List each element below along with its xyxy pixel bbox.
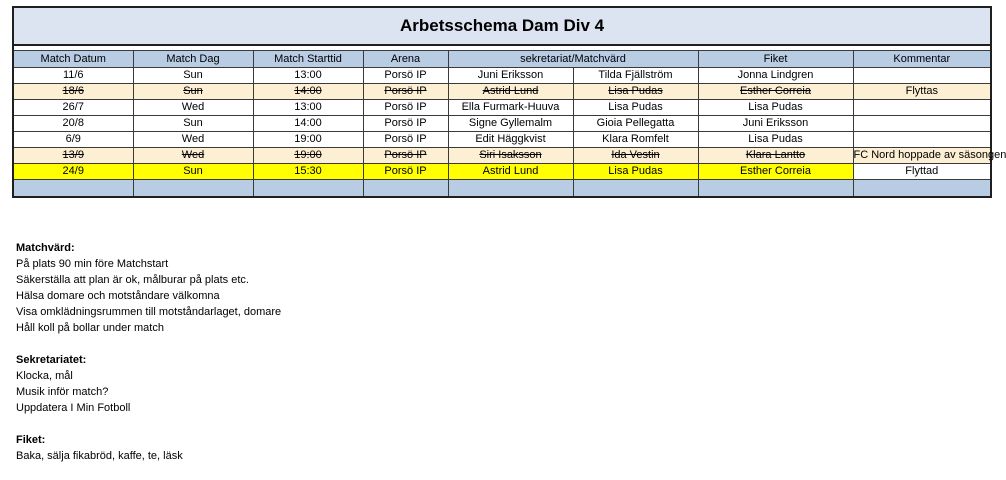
header-comment: Kommentar: [853, 51, 991, 68]
cell-matchvard: Gioia Pellegatta: [573, 116, 698, 132]
schedule-table: [12, 6, 1006, 198]
cell-time: 15:30: [253, 164, 363, 180]
table-row: [13, 116, 991, 132]
cell-date: 13/9: [13, 148, 133, 164]
cell-arena: Porsö IP: [363, 132, 448, 148]
cell-empty: [13, 180, 133, 198]
table-row-moved: [13, 164, 991, 180]
cell-sekretariat: Ella Furmark-Huuva: [448, 100, 573, 116]
cell-day: Sun: [133, 68, 253, 84]
cell-arena: Porsö IP: [363, 100, 448, 116]
role-notes: [16, 240, 616, 480]
sekretariatet-line: Musik inför match?: [16, 386, 109, 398]
cell-empty: [253, 180, 363, 198]
cell-arena: Porsö IP: [363, 68, 448, 84]
cell-time: 19:00: [253, 148, 363, 164]
cell-date: 6/9: [13, 132, 133, 148]
cell-fiket: Klara Lantto: [698, 148, 853, 164]
cell-sekretariat: Siri Isaksson: [448, 148, 573, 164]
cell-sekretariat: Astrid Lund: [448, 84, 573, 100]
schedule-title: Arbetsschema Dam Div 4: [13, 7, 991, 45]
fiket-line: Baka, sälja fikabröd, kaffe, te, läsk: [16, 450, 183, 462]
cell-date: 11/6: [13, 68, 133, 84]
matchvard-line: Hälsa domare och motståndare välkomna: [16, 290, 220, 302]
cell-comment: [853, 100, 991, 116]
cell-arena: Porsö IP: [363, 84, 448, 100]
table-row-cancelled: [13, 148, 991, 164]
table-row-cancelled: [13, 84, 991, 100]
cell-fiket: Juni Eriksson: [698, 116, 853, 132]
header-time: Match Starttid: [253, 51, 363, 68]
cell-date: 18/6: [13, 84, 133, 100]
cell-sekretariat: Edit Häggkvist: [448, 132, 573, 148]
cell-comment: FC Nord hoppade av säsongen: [853, 148, 991, 164]
sekretariatet-line: Klocka, mål: [16, 370, 73, 382]
cell-arena: Porsö IP: [363, 116, 448, 132]
cell-comment: [853, 68, 991, 84]
cell-comment: [853, 132, 991, 148]
header-sekretariat: sekretariat/Matchvärd: [448, 51, 698, 68]
cell-time: 13:00: [253, 100, 363, 116]
cell-fiket: Esther Correia: [698, 84, 853, 100]
table-row-empty: [13, 180, 991, 198]
cell-time: 14:00: [253, 84, 363, 100]
sekretariatet-section: [16, 352, 616, 416]
cell-fiket: Jonna Lindgren: [698, 68, 853, 84]
matchvard-section: [16, 240, 616, 336]
cell-sekretariat: Astrid Lund: [448, 164, 573, 180]
cell-matchvard: Lisa Pudas: [573, 84, 698, 100]
cell-date: 26/7: [13, 100, 133, 116]
cell-empty: [363, 180, 448, 198]
table-row: [13, 132, 991, 148]
cell-day: Sun: [133, 84, 253, 100]
matchvard-line: Visa omklädningsrummen till motståndarlaget, domare: [16, 306, 282, 318]
cell-empty: [448, 180, 573, 198]
cell-date: 24/9: [13, 164, 133, 180]
cell-empty: [853, 180, 991, 198]
cell-time: 19:00: [253, 132, 363, 148]
cell-empty: [698, 180, 853, 198]
cell-comment: Flyttas: [853, 84, 991, 100]
cell-day: Wed: [133, 132, 253, 148]
cell-day: Wed: [133, 148, 253, 164]
cell-day: Sun: [133, 164, 253, 180]
sekretariatet-title: Sekretariatet:: [16, 354, 87, 366]
cell-matchvard: Ida Vestin: [573, 148, 698, 164]
cell-empty: [133, 180, 253, 198]
cell-matchvard: Klara Romfelt: [573, 132, 698, 148]
cell-matchvard: Lisa Pudas: [573, 164, 698, 180]
cell-sekretariat: Juni Eriksson: [448, 68, 573, 84]
cell-fiket: Lisa Pudas: [698, 132, 853, 148]
header-day: Match Dag: [133, 51, 253, 68]
cell-fiket: Lisa Pudas: [698, 100, 853, 116]
header-arena: Arena: [363, 51, 448, 68]
matchvard-line: På plats 90 min före Matchstart: [16, 258, 169, 270]
fiket-section: [16, 432, 616, 464]
cell-matchvard: Tilda Fjällström: [573, 68, 698, 84]
cell-empty: [573, 180, 698, 198]
header-row: [13, 51, 991, 68]
cell-day: Sun: [133, 116, 253, 132]
cell-time: 13:00: [253, 68, 363, 84]
matchvard-line: Säkerställa att plan är ok, målburar på plats etc.: [16, 274, 249, 286]
cell-arena: Porsö IP: [363, 164, 448, 180]
cell-time: 14:00: [253, 116, 363, 132]
cell-matchvard: Lisa Pudas: [573, 100, 698, 116]
cell-date: 20/8: [13, 116, 133, 132]
matchvard-title: Matchvärd:: [16, 242, 75, 254]
cell-comment: [853, 116, 991, 132]
cell-sekretariat: Signe Gyllemalm: [448, 116, 573, 132]
cell-day: Wed: [133, 100, 253, 116]
cell-arena: Porsö IP: [363, 148, 448, 164]
header-date: Match Datum: [13, 51, 133, 68]
cell-fiket: Esther Correia: [698, 164, 853, 180]
table-row: [13, 68, 991, 84]
cell-comment: Flyttad: [853, 164, 991, 180]
table-row: [13, 100, 991, 116]
header-fiket: Fiket: [698, 51, 853, 68]
fiket-title: Fiket:: [16, 434, 46, 446]
sekretariatet-line: Uppdatera I Min Fotboll: [16, 402, 131, 414]
matchvard-line: Håll koll på bollar under match: [16, 322, 164, 334]
